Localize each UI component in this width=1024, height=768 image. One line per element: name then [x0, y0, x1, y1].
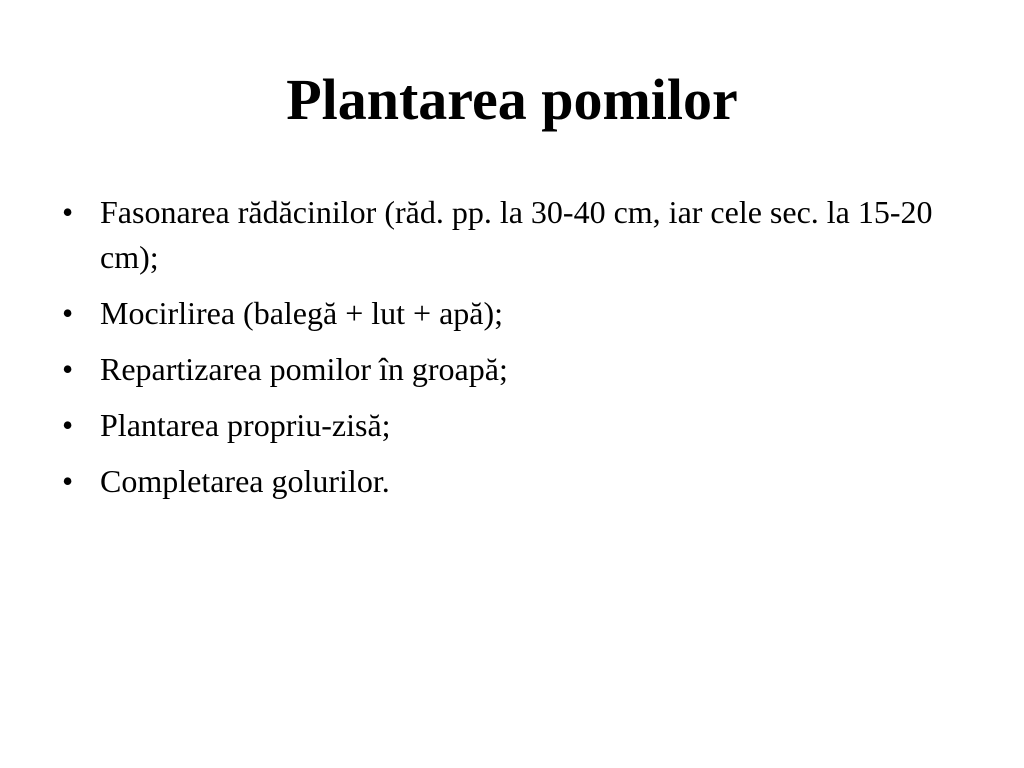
bullet-text: Mocirlirea (balegă + lut + apă);: [100, 295, 504, 331]
bullet-icon: •: [62, 351, 74, 387]
bullet-item-root-pruning: [62, 190, 962, 280]
bullet-icon: •: [62, 463, 74, 499]
bullet-item-puddling: [62, 291, 962, 336]
bullet-icon: •: [62, 407, 74, 443]
bullet-text: Repartizarea pomilor în groapă;: [100, 351, 508, 387]
bullet-list: [62, 190, 962, 515]
bullet-text: Completarea golurilor.: [100, 463, 390, 499]
bullet-item-distribution: [62, 347, 962, 392]
bullet-item-gap-filling: [62, 459, 962, 504]
bullet-item-planting: [62, 403, 962, 448]
slide-title: Plantarea pomilor: [286, 67, 738, 132]
bullet-text: Fasonarea rădăcinilor (răd. pp. la 30-40 cm, iar cele sec. la 15-20 cm);: [100, 194, 933, 275]
bullet-icon: •: [62, 194, 74, 230]
bullet-text: Plantarea propriu-zisă;: [100, 407, 391, 443]
bullet-icon: •: [62, 295, 74, 331]
